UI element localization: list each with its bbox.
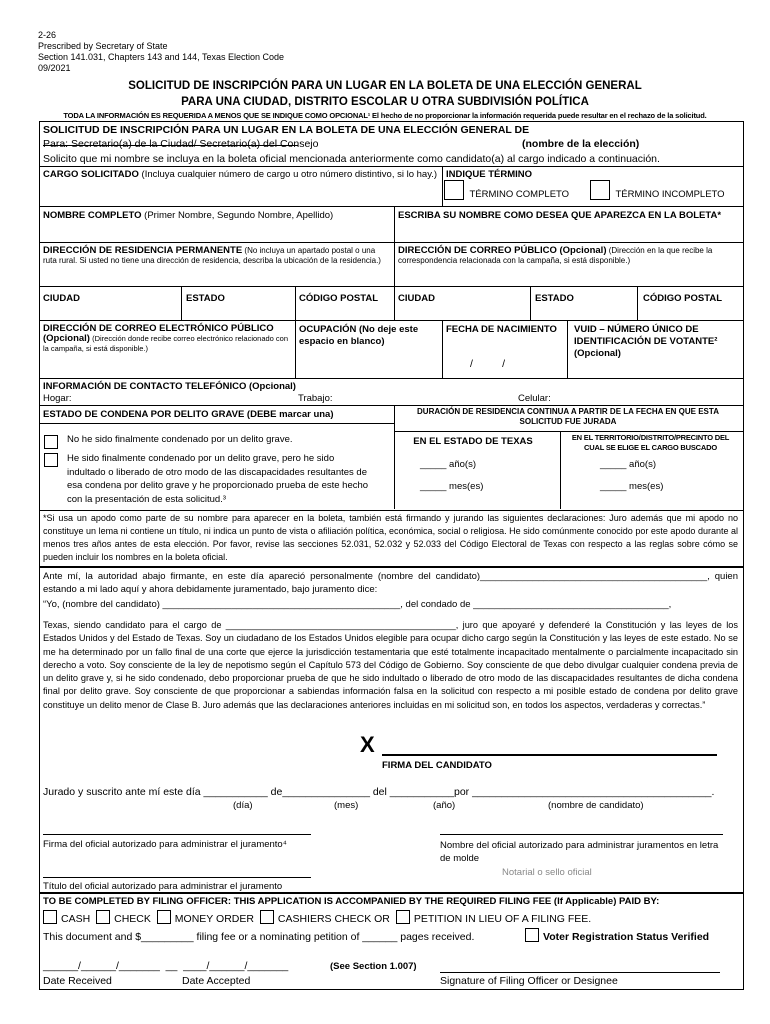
form-header	[38, 30, 284, 74]
day-caption: (día)	[233, 800, 253, 811]
date-accepted-label: Date Accepted	[182, 975, 251, 987]
notary-seal-label: Notarial o sello oficial	[502, 867, 592, 878]
check-checkbox[interactable]	[96, 910, 110, 924]
filing-officer-signature-line[interactable]	[440, 972, 720, 973]
office-hint: (Incluya cualquier número de cargo u otro número distintivo, si lo hay.)	[141, 169, 438, 180]
work-phone-field[interactable]: Trabajo:	[298, 393, 333, 404]
full-name-field[interactable]: NOMBRE COMPLETO (Primer Nombre, Segundo Nombre, Apellido)	[43, 210, 334, 221]
election-name-caption: (nombre de la elección)	[522, 138, 640, 150]
territory-months-field[interactable]: _____ mes(es)	[600, 481, 664, 492]
officer-name-line[interactable]	[440, 834, 723, 835]
year-caption: (año)	[433, 800, 456, 811]
filing-heading: TO BE COMPLETED BY FILING OFFICER: THIS APPLICATION IS ACCOMPANIED BY THE REQUIRED FILING FEE (If Applicable) PAID BY:	[43, 896, 660, 907]
oath-intro: Ante mí, la autoridad abajo firmante, en este día apareció personalmente (nombre del candidato)___________________________________________, quien estando a mi lado aquí y ahora debidamente juramentado, bajo juramento dice:	[43, 571, 738, 595]
see-section: (See Section 1.007)	[330, 961, 417, 972]
sworn-line[interactable]: Jurado y suscrito ante mí este día ___________ de_______________ del ___________por _________________________________________.	[43, 786, 715, 798]
public-mail-address-field[interactable]: DIRECCIÓN DE CORREO PÚBLICO (Opcional) (Dirección en la que recibe la correspondencia relacionada con la campaña, si está disponible.)	[398, 245, 713, 265]
money-order-checkbox[interactable]	[157, 910, 171, 924]
officer-title-line[interactable]	[43, 877, 311, 878]
state-field[interactable]: ESTADO	[186, 293, 225, 304]
felony-no-checkbox[interactable]	[44, 434, 62, 452]
territory-years-field[interactable]: _____ año(s)	[600, 459, 656, 470]
filing-officer-signature-label: Signature of Filing Officer or Designee	[440, 975, 618, 987]
texas-months-field[interactable]: _____ mes(es)	[420, 481, 484, 492]
oath-body: Texas, siendo candidato para el cargo de _____________________________________________, juro que apoyaré y defenderé la Constitución y las leyes de los Estados Unidos y del Estado de Texas. Soy un ciudadano de los Estados Unidos elegible para ocupar dicho cargo según la Constitución y las leyes de este estado. No se me ha determinado por un fallo final de una corte que ejerce la jurisdicción testamentaria que esté totalmente incapacitado mentalmente o parcialmente incapacitado sin derecho a voto. Soy consciente de la ley de nepotismo según el Capítulo 573 del Código de Gobierno. Soy consciente de que debo divulgar cualquier condena previa de un delito grave y, si he sido condenado, debo proporcionar prueba de que he sido indultado o liberado de otro modo de las discapacidades resultantes de dicha condena final por delito grave. Soy consciente de que proporcionar a sabiendas información falsa en la solicitud con respecto a mi posible estado de condena por delito grave constituye un delito menor de Clase B. Juro además que las declaraciones anteriores incluidas en mi solicitud son, en todos los aspectos, verdaderas y correctas.”	[43, 620, 738, 710]
dob-label: FECHA DE NACIMIENTO	[446, 324, 557, 335]
dob-field[interactable]: / /	[470, 358, 506, 370]
felony-label: ESTADO DE CONDENA POR DELITO GRAVE (DEBE marcar una)	[43, 409, 334, 420]
request-text: Solicito que mi nombre se incluya en la boleta oficial mencionada anteriormente como candidato(a) al cargo indicado a continuación.	[43, 153, 660, 165]
mail-city-field[interactable]: CIUDAD	[398, 293, 435, 304]
form-number: 2-26	[38, 30, 57, 40]
election-heading: SOLICITUD DE INSCRIPCIÓN PARA UN LUGAR EN LA BOLETA DE UNA ELECCIÓN GENERAL DE	[43, 124, 770, 150]
payment-options: CASH CHECK MONEY ORDER CASHIERS CHECK OR PETITION IN LIEU OF A FILING FEE.	[43, 910, 591, 926]
fee-received-line[interactable]: This document and $_________ filing fee or a nominating petition of ______ pages received.	[43, 931, 475, 943]
officer-name-label: Nombre del oficial autorizado para administrar juramentos en letra de molde	[440, 840, 719, 864]
texas-years-field[interactable]: _____ año(s)	[420, 459, 476, 470]
felony-yes-checkbox[interactable]	[44, 452, 62, 470]
date-received-label: Date Received	[43, 975, 112, 987]
residence-address-field[interactable]: DIRECCIÓN DE RESIDENCIA PERMANENTE (No incluya un apartado postal o una ruta rural. Si usted no tiene una dirección de residencia, describa la ubicación de la residencia.)	[43, 245, 381, 265]
required-note: TODA LA INFORMACIÓN ES REQUERIDA A MENOS QUE SE INDIQUE COMO OPCIONAL¹ El hecho de no proporcionar la información requerida puede resultar en el rechazo de la solicitud.	[63, 111, 707, 120]
form-title-line2: PARA UNA CIUDAD, DISTRITO ESCOLAR U OTRA SUBDIVISIÓN POLÍTICA	[181, 96, 589, 108]
home-phone-field[interactable]: Hogar:	[43, 393, 72, 404]
term-full-checkbox[interactable]	[444, 180, 464, 200]
cash-checkbox[interactable]	[43, 910, 57, 924]
term-full-option[interactable]: TÉRMINO COMPLETO	[444, 180, 569, 201]
territory-label: EN EL TERRITORIO/DISTRITO/PRECINTO DEL CUAL SE ELIGE EL CARGO BUSCADO	[571, 433, 730, 452]
addressee: Para: Secretario(a) de la Ciudad/ Secretario(a) del Consejo	[43, 138, 319, 150]
candidate-name-caption: (nombre de candidato)	[548, 800, 644, 811]
ballot-name-field[interactable]: ESCRIBA SU NOMBRE COMO DESEA QUE APAREZCA EN LA BOLETA*	[398, 210, 722, 221]
phone-label: INFORMACIÓN DE CONTACTO TELEFÓNICO (Opcional)	[43, 381, 296, 392]
form-date: 09/2021	[38, 63, 71, 73]
signature-x: X	[360, 732, 375, 757]
vuid-field[interactable]: VUID – NÚMERO ÚNICO DE IDENTIFICACIÓN DE VOTANTE² (Opcional)	[574, 324, 718, 359]
occupation-field[interactable]: OCUPACIÓN (No deje este espacio en blanco)	[299, 324, 419, 347]
form-title-line1: SOLICITUD DE INSCRIPCIÓN PARA UN LUGAR EN LA BOLETA DE UNA ELECCIÓN GENERAL	[128, 80, 642, 92]
city-field[interactable]: CIUDAD	[43, 293, 80, 304]
office-sought-field[interactable]	[43, 169, 438, 181]
month-caption: (mes)	[334, 800, 359, 811]
prescribed-by: Prescribed by Secretary of State	[38, 41, 168, 51]
texas-label: EN EL ESTADO DE TEXAS	[413, 436, 533, 447]
office-label: CARGO SOLICITADO	[43, 169, 139, 180]
nickname-footnote: *Si usa un apodo como parte de su nombre para aparecer en la boleta, también está firmando y jurando las siguientes declaraciones: Juro además que mi apodo no constituye un lema ni contiene un título, ni indica un punto de vista o afiliación política, económica, social o religiosa. He sido comúnmente conocido por este apodo durante al menos tres años antes de esta elección. Por favor, revise las secciones 52.031, 52.032 y 52.033 del Código Electoral de Texas con respecto a las reglas sobre cómo se pueden incluir los nombres en la boleta oficial.	[43, 513, 738, 562]
officer-signature-line[interactable]	[43, 834, 311, 835]
email-field[interactable]: DIRECCIÓN DE CORREO ELECTRÓNICO PÚBLICO (Opcional) (Dirección donde recibe correo electrónico relacionado con la campaña, si está disponible.)	[43, 323, 289, 353]
candidate-signature-line[interactable]	[382, 754, 717, 756]
term-partial-checkbox[interactable]	[590, 180, 610, 200]
officer-signature-label: Firma del oficial autorizado para administrar el juramento⁴	[43, 839, 287, 850]
zip-field[interactable]: CÓDIGO POSTAL	[299, 293, 378, 304]
cashiers-check-checkbox[interactable]	[260, 910, 274, 924]
term-label: INDIQUE TÉRMINO	[446, 169, 533, 180]
voter-verified-option[interactable]: Voter Registration Status Verified	[525, 928, 709, 944]
voter-verified-checkbox[interactable]	[525, 928, 539, 942]
cell-phone-field[interactable]: Celular:	[518, 393, 551, 404]
dates-line[interactable]: ______/______/_______ __ ____/______/_______	[43, 960, 289, 972]
petition-checkbox[interactable]	[396, 910, 410, 924]
legal-section: Section 141.031, Chapters 143 and 144, Texas Election Code	[38, 52, 285, 62]
residence-duration-label: DURACIÓN DE RESIDENCIA CONTINUA A PARTIR DE LA FECHA EN QUE ESTA SOLICITUD FUE JURADA	[417, 407, 719, 426]
oath-name-line[interactable]: “Yo, (nombre del candidato) _____________________________________________, del condado de _____________________________________,	[43, 599, 672, 610]
officer-title-label: Título del oficial autorizado para administrar el juramento	[43, 881, 283, 892]
felony-no-text: No he sido finalmente condenado por un delito grave.	[67, 434, 293, 445]
candidate-signature-label: FIRMA DEL CANDIDATO	[382, 760, 492, 771]
term-partial-option[interactable]: TÉRMINO INCOMPLETO	[590, 180, 725, 201]
felony-yes-text: He sido finalmente condenado por un delito grave, pero he sido indultado o liberado de otro modo de las discapacidades resultantes de esa condena por delito grave y he proporcionado prueba de este hecho con la presentación de esta solicitud.³	[67, 453, 369, 505]
mail-state-field[interactable]: ESTADO	[535, 293, 574, 304]
mail-zip-field[interactable]: CÓDIGO POSTAL	[643, 293, 722, 304]
